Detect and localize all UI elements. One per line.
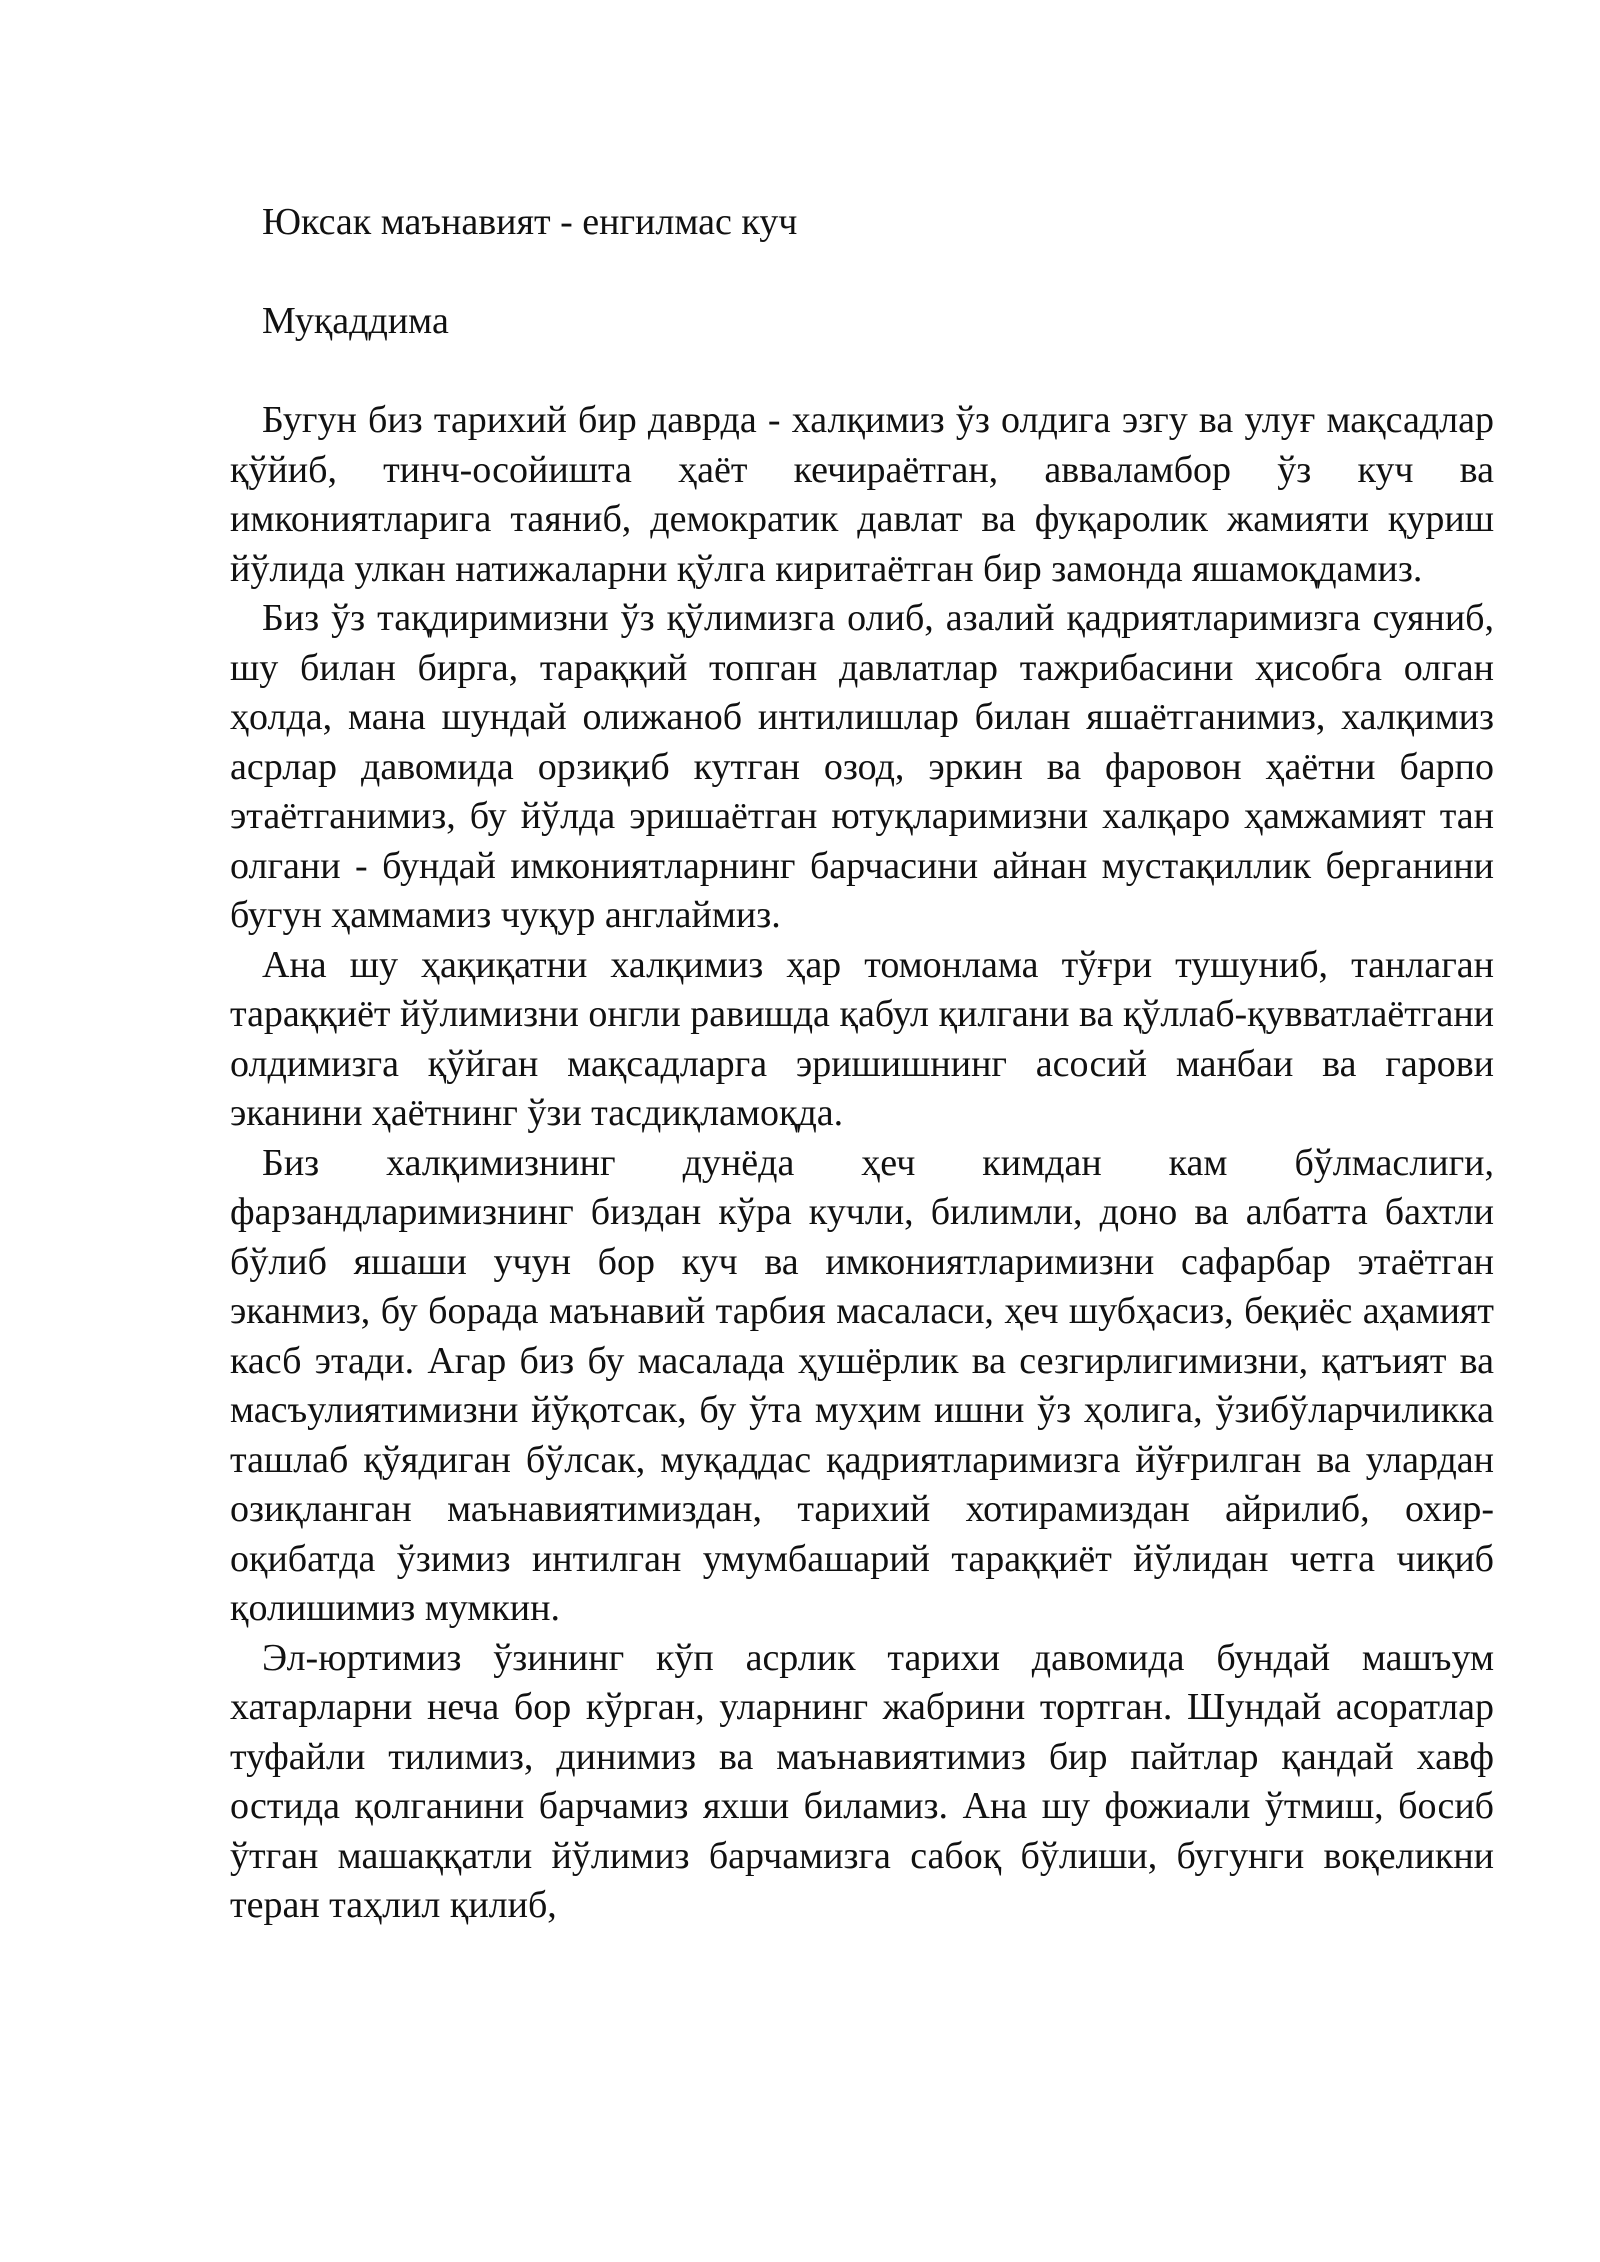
document-subtitle: Муқаддима <box>262 299 449 342</box>
document-title: Юксак маънавият - енгилмас куч <box>262 201 798 243</box>
document-body <box>230 198 1494 1931</box>
paragraph: Ана шу ҳақиқатни халқимиз ҳар томонлама тўғри тушуниб, танлаган тараққиёт йўлимизни онгли равишда қабул қилгани ва қўллаб-қувватлаётгани олдимизга қўйган мақсадларга эришишнинг асосий манбаи ва гарови эканини ҳаётнинг ўзи тасдиқламоқда. <box>230 943 1494 1134</box>
paragraph: Бугун биз тарихий бир даврда - халқимиз ўз олдига эзгу ва улуғ мақсадлар қўйиб, тинч-осойишта ҳаёт кечираётган, авваламбор ўз куч ва имкониятларига таяниб, демократик давлат ва фуқаролик жамияти қуриш йўлида улкан натижаларни қўлга киритаётган бир замонда яшамоқдамиз. <box>230 399 1494 590</box>
paragraph: Биз халқимизнинг дунёда ҳеч кимдан кам бўлмаслиги, фарзандларимизнинг биздан кўра кучли, билимли, доно ва албатта бахтли бўлиб яшаши учун бор куч ва имкониятларимизни сафарбар этаётган эканмиз, бу борада маънавий тарбия масаласи, ҳеч шубҳасиз, беқиёс аҳамият касб этади. Агар биз бу масалада ҳушёрлик ва сезгирлигимизни, қатъият ва масъулиятимизни йўқотсак, бу ўта муҳим ишни ўз ҳолига, ўзибўларчиликка ташлаб қўядиган бўлсак, муқаддас қадриятларимизга йўғрилган ва улардан озиқланган маънавиятимиздан, тарихий хотирамиздан айрилиб, охир-оқибатда ўзимиз интилган умумбашарий тараққиёт йўлидан четга чиқиб қолишимиз мумкин. <box>230 1141 1494 1629</box>
paragraph: Биз ўз тақдиримизни ўз қўлимизга олиб, азалий қадриятларимизга суяниб, шу билан бирга, тараққий топган давлатлар тажрибасини ҳисобга олган ҳолда, мана шундай олижаноб интилишлар билан яшаётганимиз, халқимиз асрлар давомида орзиқиб кутган озод, эркин ва фаровон ҳаётни барпо этаётганимиз, бу йўлда эришаётган ютуқларимизни халқаро ҳамжамият тан олгани - бундай имкониятларнинг барчасини айнан мустақиллик берганини бугун ҳаммамиз чуқур англаймиз. <box>230 597 1494 936</box>
paragraph: Эл-юртимиз ўзининг кўп асрлик тарихи давомида бундай машъум хатарларни неча бор кўрган, уларнинг жабрини тортган. Шундай асоратлар туфайли тилимиз, динимиз ва маънавиятимиз бир пайтлар қандай хавф остида қолганини барчамиз яхши биламиз. Ана шу фожиали ўтмиш, босиб ўтган машаққатли йўлимиз барчамизга сабоқ бўлиши, бугунги воқеликни теран таҳлил қилиб, <box>230 1636 1494 1926</box>
